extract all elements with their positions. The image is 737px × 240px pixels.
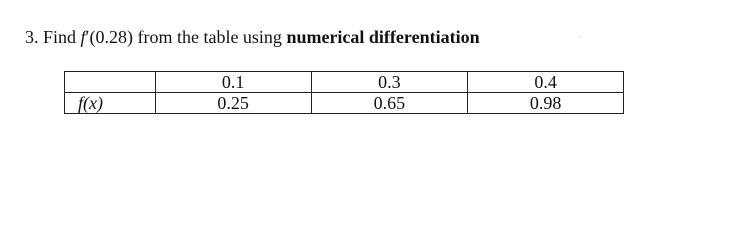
scan-speck: [579, 36, 581, 38]
function-name: f: [80, 27, 86, 47]
data-table: [64, 71, 624, 114]
table-row-fx: [65, 93, 624, 114]
question-number: 3.: [25, 27, 39, 47]
fx-value-cell: 0.65: [311, 93, 468, 114]
derivative-prime: ′: [85, 27, 90, 47]
row-label-fx: f(x): [65, 93, 156, 114]
x-value-cell: 0.4: [468, 72, 624, 93]
table-row-x: [65, 72, 624, 93]
fx-value-cell: 0.98: [468, 93, 624, 114]
x-value-cell: 0.3: [311, 72, 468, 93]
question-text-middle: from the table using: [132, 27, 287, 47]
question-text: [25, 26, 480, 48]
question-text-before: Find: [38, 27, 81, 47]
x-value-cell: 0.1: [155, 72, 311, 93]
fx-value-cell: 0.25: [155, 93, 311, 114]
table-corner-cell: [65, 72, 156, 93]
method-name: numerical differentiation: [286, 27, 480, 47]
derivative-argument: (0.28): [89, 27, 133, 47]
